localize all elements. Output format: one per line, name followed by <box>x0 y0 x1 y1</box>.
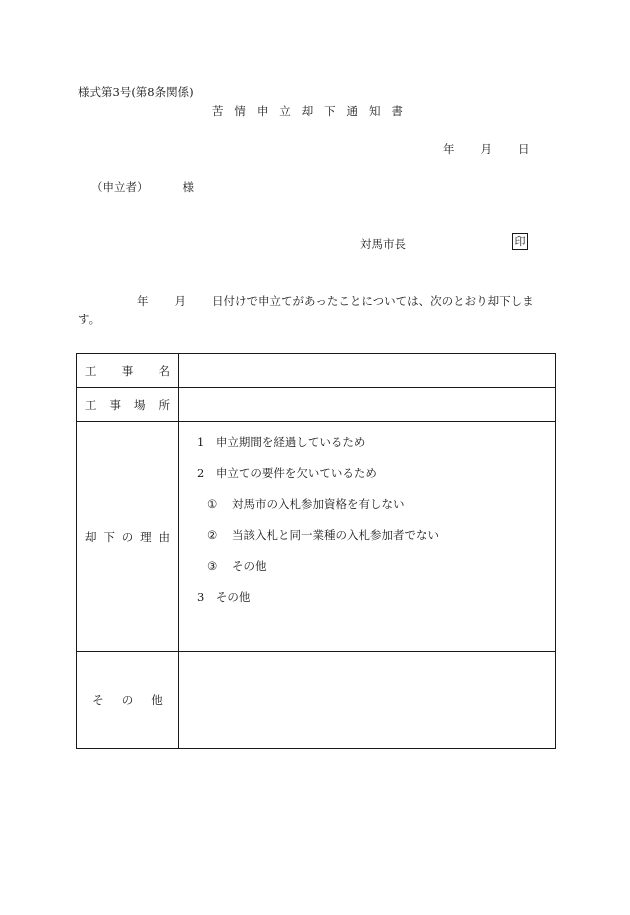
document-title: 苦情申立却下通知書 <box>212 104 414 118</box>
day-label: 日 <box>518 142 530 156</box>
table-row-other <box>77 652 556 749</box>
reason-text: 申立ての要件を欠いているため <box>215 466 377 480</box>
reason-subitem <box>197 527 555 558</box>
label-char: 名 <box>158 363 170 378</box>
reason-number: ② <box>207 528 218 542</box>
reason-number: ① <box>207 497 218 511</box>
reason-number: 1 <box>197 435 205 449</box>
reason-text: 当該入札と同一業種の入札参加者でない <box>232 528 439 542</box>
reason-text: 申立期間を経過しているため <box>215 435 366 449</box>
year-label: 年 <box>443 142 455 156</box>
label-char: 他 <box>151 693 163 707</box>
label-char: 下 <box>103 529 115 544</box>
label-char: 所 <box>158 397 170 412</box>
form-number: 様式第3号(第8条関係) <box>78 85 194 99</box>
reason-subitem <box>197 558 555 589</box>
body-line-2: す。 <box>78 312 101 326</box>
addressee-label: （申立者） <box>91 180 149 194</box>
row-label-rejection-reason <box>77 422 179 652</box>
construction-name-value <box>179 354 556 388</box>
label-char: 事 <box>109 397 121 412</box>
other-value <box>179 652 556 749</box>
month-label: 月 <box>480 142 492 156</box>
reason-item <box>197 434 555 465</box>
label-char: の <box>121 529 134 544</box>
date-line <box>443 141 530 157</box>
label-char: 却 <box>85 529 97 544</box>
table-row-construction-name <box>77 354 556 388</box>
reason-text: その他 <box>232 559 267 573</box>
construction-site-value <box>179 388 556 422</box>
label-char: 由 <box>158 529 170 544</box>
seal-mark: 印 <box>512 233 528 250</box>
label-char: 場 <box>134 397 146 412</box>
row-label-construction-name <box>77 354 179 388</box>
sender-name: 対馬市長 <box>360 237 406 251</box>
reason-item <box>197 589 555 620</box>
body-year: 年 <box>137 294 149 308</box>
label-char: そ <box>92 693 104 707</box>
reason-number: 2 <box>197 466 205 480</box>
label-char: 事 <box>121 363 134 378</box>
row-label-other <box>77 652 179 749</box>
label-char: 工 <box>85 363 97 378</box>
addressee-honorific: 様 <box>182 180 194 194</box>
reason-item <box>197 465 555 496</box>
label-char: 理 <box>140 529 152 544</box>
reason-text: その他 <box>215 590 251 604</box>
label-char: 工 <box>85 397 97 412</box>
reason-text: 対馬市の入札参加資格を有しない <box>232 497 405 511</box>
rejection-reason-list <box>179 422 556 652</box>
row-label-construction-site <box>77 388 179 422</box>
reason-number: ③ <box>207 559 218 573</box>
addressee <box>91 179 194 195</box>
table-row-rejection-reason <box>77 422 556 652</box>
reason-number: 3 <box>197 590 205 604</box>
reason-subitem <box>197 496 555 527</box>
details-table <box>76 353 556 749</box>
table-row-construction-site <box>77 388 556 422</box>
body-sentence: 日付けで申立てがあったことについては、次のとおり却下しま <box>212 294 534 308</box>
body-month: 月 <box>174 294 186 308</box>
label-char: の <box>121 693 134 707</box>
body-line-1 <box>137 293 534 309</box>
